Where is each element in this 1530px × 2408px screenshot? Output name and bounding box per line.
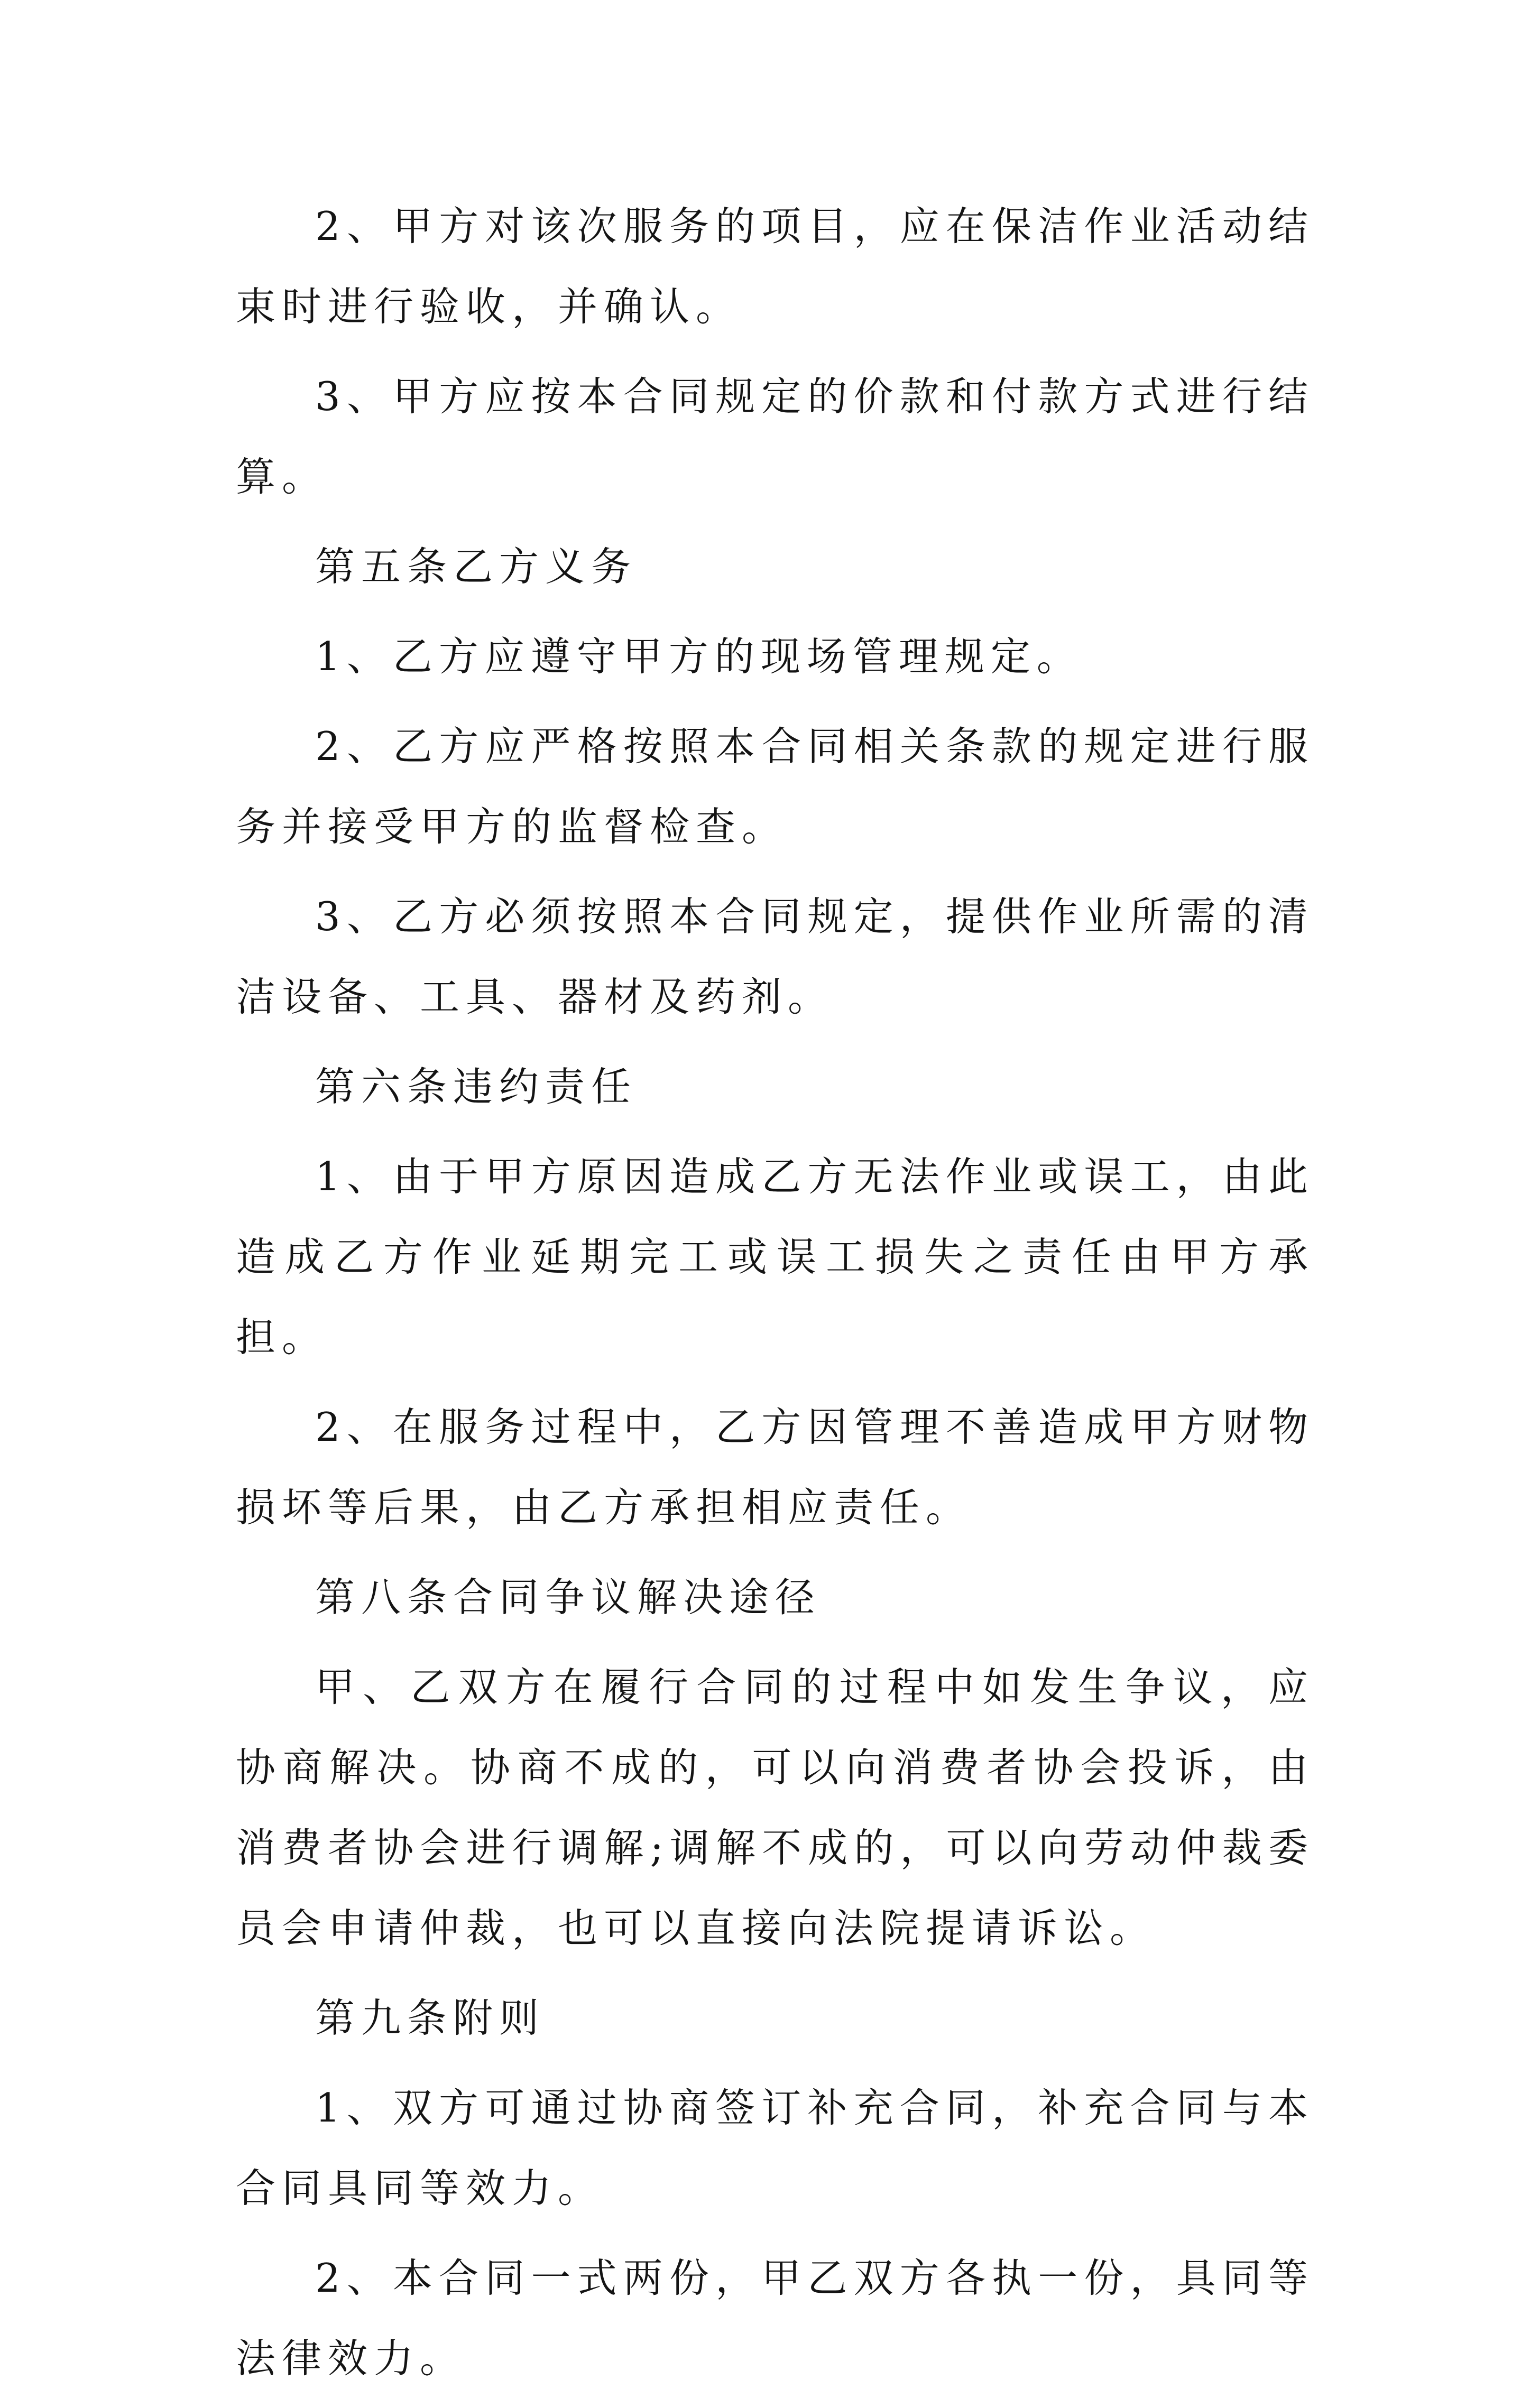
section-heading-article-5: 第五条乙方义务 bbox=[315, 543, 638, 590]
paragraph-dispute-resolution: 甲、乙双方在履行合同的过程中如发生争议，应协商解决。协商不成的，可以向消费者协会投诉，由消费者协会进行调解;调解不成的，可以向劳动仲裁委员会申请仲裁，也可以直接向法院提请诉讼。 bbox=[236, 1664, 1314, 1951]
paragraph-supplementary-contract: 1、双方可通过协商签订补充合同，补充合同与本合同具同等效力。 bbox=[236, 2085, 1314, 2211]
paragraph-settlement: 3、甲方应按本合同规定的价款和付款方式进行结算。 bbox=[236, 373, 1314, 500]
paragraph-acceptance: 2、甲方对该次服务的项目，应在保洁作业活动结束时进行验收，并确认。 bbox=[236, 203, 1314, 330]
section-heading-article-6: 第六条违约责任 bbox=[315, 1063, 638, 1110]
paragraph-copies: 2、本合同一式两份，甲乙双方各执一份，具同等法律效力。 bbox=[236, 2255, 1314, 2382]
section-heading-article-8: 第八条合同争议解决途径 bbox=[315, 1574, 822, 1620]
document-body bbox=[236, 186, 1314, 2408]
paragraph-equipment: 3、乙方必须按照本合同规定，提供作业所需的清洁设备、工具、器材及药剂。 bbox=[236, 893, 1314, 1020]
paragraph-supervision: 2、乙方应严格按照本合同相关条款的规定进行服务并接受甲方的监督检查。 bbox=[236, 723, 1314, 850]
section-heading-article-9: 第九条附则 bbox=[315, 1995, 546, 2041]
paragraph-site-rules: 1、乙方应遵守甲方的现场管理规定。 bbox=[315, 633, 1083, 680]
paragraph-damage-liability: 2、在服务过程中，乙方因管理不善造成甲方财物损坏等后果，由乙方承担相应责任。 bbox=[236, 1404, 1314, 1531]
paragraph-delay-liability: 1、由于甲方原因造成乙方无法作业或误工，由此造成乙方作业延期完工或误工损失之责任由甲方承担。 bbox=[236, 1153, 1314, 1360]
